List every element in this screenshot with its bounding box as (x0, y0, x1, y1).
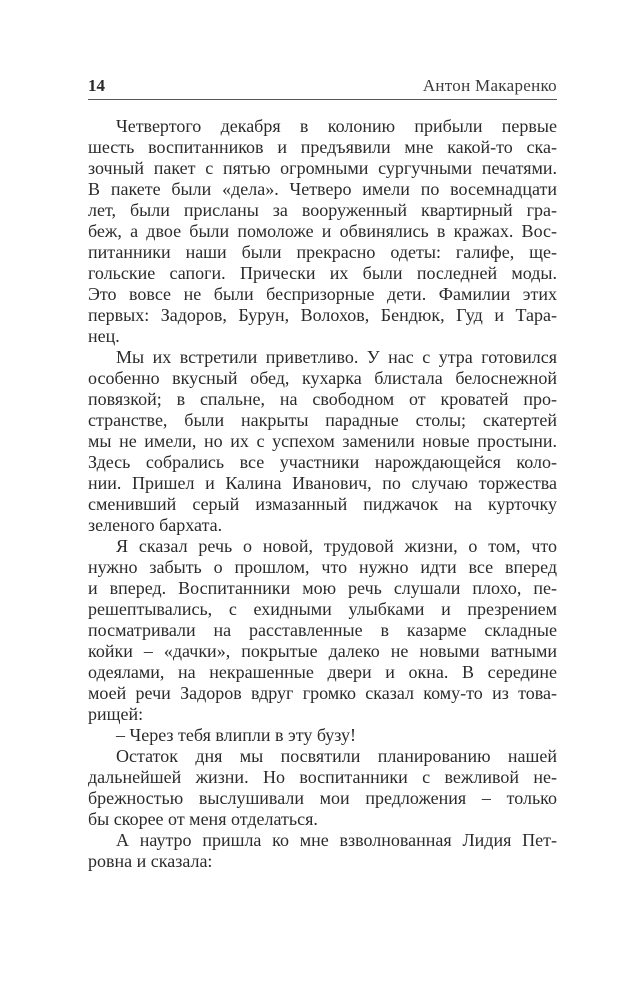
text-line: нец. (88, 326, 120, 346)
text-line: зеленого бархата. (88, 515, 223, 535)
running-title: Антон Макаренко (422, 76, 557, 95)
text-line: и вперед. Воспитанники мою речь слушали плохо, пе- (88, 578, 557, 598)
text-line: ровна и сказала: (88, 851, 213, 871)
text-line: первых: Задоров, Бурун, Волохов, Бендюк, Гуд и Тара- (88, 305, 557, 325)
paragraph (88, 116, 557, 347)
text-line: беж, а двое были помоложе и обвинялись в кражах. Вос- (88, 221, 557, 241)
text-line: шесть воспитанников и предъявили мне какой-то ска- (88, 137, 557, 157)
text-line: сменивший серый измазанный пиджачок на курточку (88, 494, 557, 514)
paragraph (88, 536, 557, 725)
text-line: странстве, были накрыты парадные столы; скатертей (88, 410, 557, 430)
text-line: дальнейшей жизни. Но воспитанники с вежливой не- (88, 767, 557, 787)
text-line: решептывались, с ехидными улыбками и презрением (88, 599, 557, 619)
text-line: одеялами, на некрашенные двери и окна. В середине (88, 662, 557, 682)
text-line: нии. Пришел и Калина Иванович, по случаю торжества (88, 473, 557, 493)
header-rule (88, 99, 557, 100)
text-line: Здесь собрались все участники нарождающейся коло- (88, 452, 557, 472)
text-line: нужно забыть о прошлом, что нужно идти все вперед (88, 557, 557, 577)
paragraph (88, 746, 557, 830)
text-line: койки – «дачки», покрытые далеко не новыми ватными (88, 641, 557, 661)
text-line: Это вовсе не были беспризорные дети. Фамилии этих (88, 284, 557, 304)
text-line: зочный пакет с пятью огромными сургучными печатями. (88, 158, 557, 178)
text-line: моей речи Задоров вдруг громко сказал кому-то из това- (88, 683, 557, 703)
text-line: Я сказал речь о новой, трудовой жизни, о том, что (116, 536, 557, 556)
paragraph (88, 347, 557, 536)
text-line: Четвертого декабря в колонию прибыли первые (116, 116, 557, 136)
paragraph (88, 830, 557, 872)
text-line: – Через тебя влипли в эту бузу! (116, 725, 357, 745)
text-line: питанники наши были прекрасно одеты: галифе, ще- (88, 242, 557, 262)
text-line: брежностью выслушивали мои предложения – только (88, 788, 557, 808)
text-line: особенно вкусный обед, кухарка блистала белоснежной (88, 368, 557, 388)
text-line: В пакете были «дела». Четверо имели по восемнадцати (88, 179, 557, 199)
text-line: А наутро пришла ко мне взволнованная Лидия Пет- (116, 830, 557, 850)
text-line: рищей: (88, 704, 144, 724)
text-line: гольские сапоги. Прически их были последней моды. (88, 263, 557, 283)
running-header (88, 76, 557, 98)
body-text (88, 116, 557, 872)
text-line: Остаток дня мы посвятили планированию нашей (116, 746, 557, 766)
text-line: посматривали на расставленные в казарме складные (88, 620, 557, 640)
page-number: 14 (88, 76, 105, 95)
text-line: мы не имели, но их с успехом заменили новые простыни. (88, 431, 557, 451)
text-line: бы скорее от меня отделаться. (88, 809, 318, 829)
paragraph (88, 725, 557, 746)
text-line: Мы их встретили приветливо. У нас с утра готовился (116, 347, 557, 367)
text-line: лет, были присланы за вооруженный квартирный гра- (88, 200, 557, 220)
text-line: повязкой; в спальне, на свободном от кроватей про- (88, 389, 557, 409)
